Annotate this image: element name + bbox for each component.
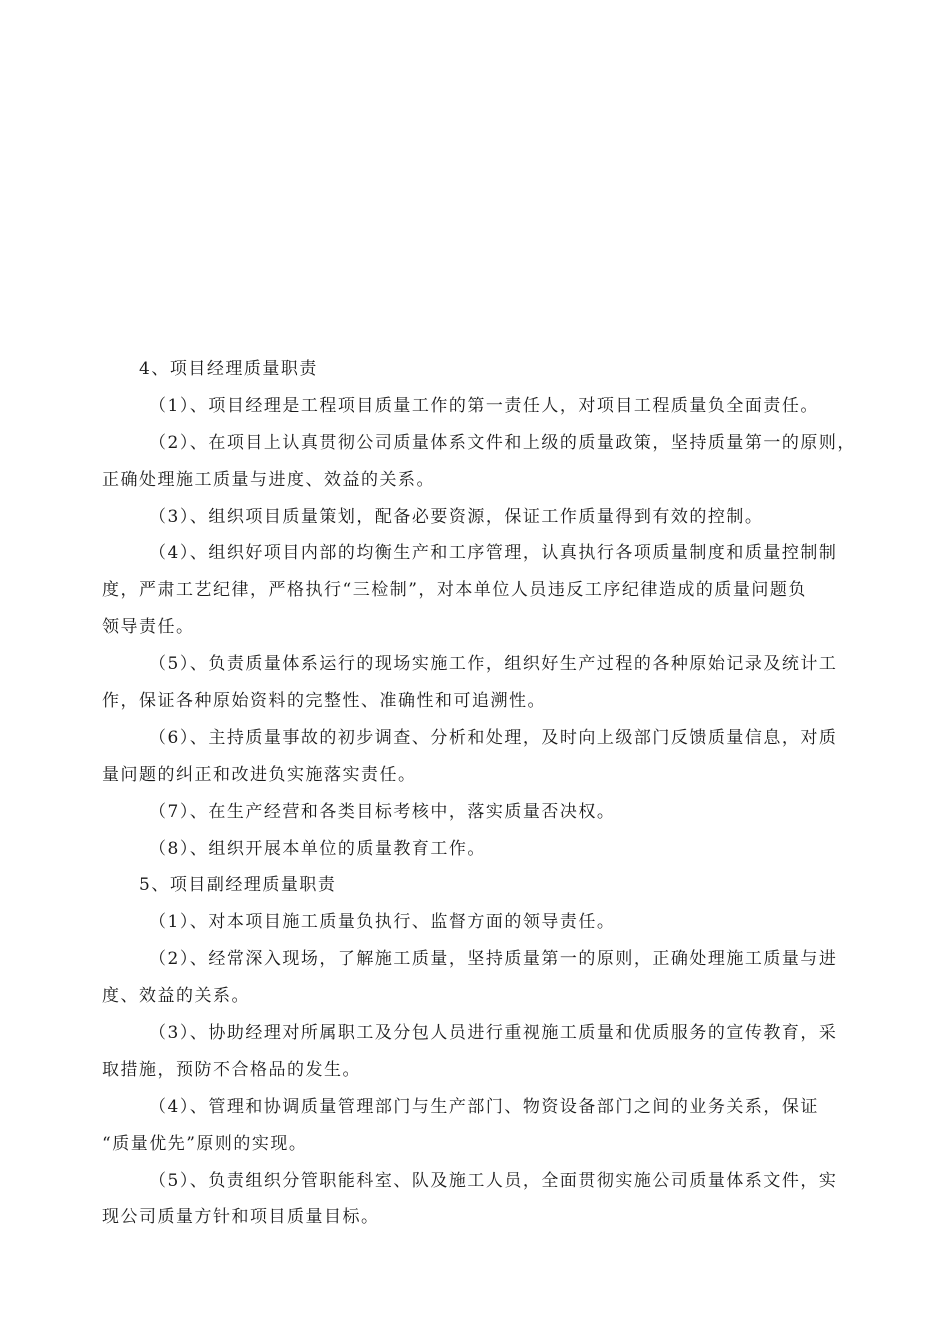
paragraph-line: 度、效益的关系。	[102, 986, 250, 1007]
paragraph-line: （3）、组织项目质量策划，配备必要资源，保证工作质量得到有效的控制。	[149, 506, 764, 527]
paragraph-5-2	[102, 941, 860, 1015]
paragraph-4-3	[102, 499, 860, 536]
paragraph-line: （1）、对本项目施工质量负执行、监督方面的领导责任。	[149, 912, 616, 933]
paragraph-line: “质量优先”原则的实现。	[102, 1133, 308, 1154]
paragraph-5-5	[102, 1163, 860, 1237]
paragraph-line: （5）、负责组织分管职能科室、队及施工人员，全面贯彻实施公司质量体系文件，实	[149, 1170, 838, 1191]
section-heading-4: 4、项目经理质量职责	[139, 359, 318, 379]
paragraph-line: 正确处理施工质量与进度、效益的关系。	[102, 469, 435, 490]
paragraph-4-2	[102, 425, 860, 499]
paragraph-line: （4）、管理和协调质量管理部门与生产部门、物资设备部门之间的业务关系，保证	[149, 1096, 819, 1117]
paragraph-5-4	[102, 1089, 860, 1163]
paragraph-line: 现公司质量方针和项目质量目标。	[102, 1207, 380, 1228]
paragraph-4-7	[102, 794, 860, 831]
paragraph-line: （4）、组织好项目内部的均衡生产和工序管理，认真执行各项质量制度和质量控制制	[149, 543, 838, 564]
paragraph-line: （2）、在项目上认真贯彻公司质量体系文件和上级的质量政策，坚持质量第一的原则，	[149, 432, 856, 453]
paragraph-4-5	[102, 646, 860, 720]
paragraph-line: 领导责任。	[102, 617, 195, 638]
paragraph-line: （5）、负责质量体系运行的现场实施工作，组织好生产过程的各种原始记录及统计工	[149, 654, 838, 675]
paragraph-4-1	[102, 388, 860, 425]
paragraph-5-3	[102, 1015, 860, 1089]
document-body	[102, 351, 860, 1236]
paragraph-line: 量问题的纠正和改进负实施落实责任。	[102, 764, 417, 785]
paragraph-line: （7）、在生产经营和各类目标考核中，落实质量否决权。	[149, 801, 616, 822]
paragraph-line: 取措施，预防不合格品的发生。	[102, 1059, 361, 1080]
paragraph-line: （6）、主持质量事故的初步调查、分析和处理，及时向上级部门反馈质量信息，对质	[149, 727, 838, 748]
paragraph-line: 度，严肃工艺纪律，严格执行“三检制”，对本单位人员违反工序纪律造成的质量问题负	[102, 580, 807, 601]
paragraph-line: （2）、经常深入现场，了解施工质量，坚持质量第一的原则，正确处理施工质量与进	[149, 949, 838, 970]
paragraph-4-4	[102, 535, 860, 646]
paragraph-5-1	[102, 904, 860, 941]
paragraph-line: （8）、组织开展本单位的质量教育工作。	[149, 838, 486, 859]
paragraph-line: 作，保证各种原始资料的完整性、准确性和可追溯性。	[102, 691, 546, 712]
paragraph-line: （1）、项目经理是工程项目质量工作的第一责任人，对项目工程质量负全面责任。	[149, 395, 819, 416]
paragraph-4-6	[102, 720, 860, 794]
section-heading-5: 5、项目副经理质量职责	[139, 875, 337, 896]
paragraph-4-8	[102, 831, 860, 868]
paragraph-line: （3）、协助经理对所属职工及分包人员进行重视施工质量和优质服务的宣传教育，采	[149, 1023, 838, 1044]
